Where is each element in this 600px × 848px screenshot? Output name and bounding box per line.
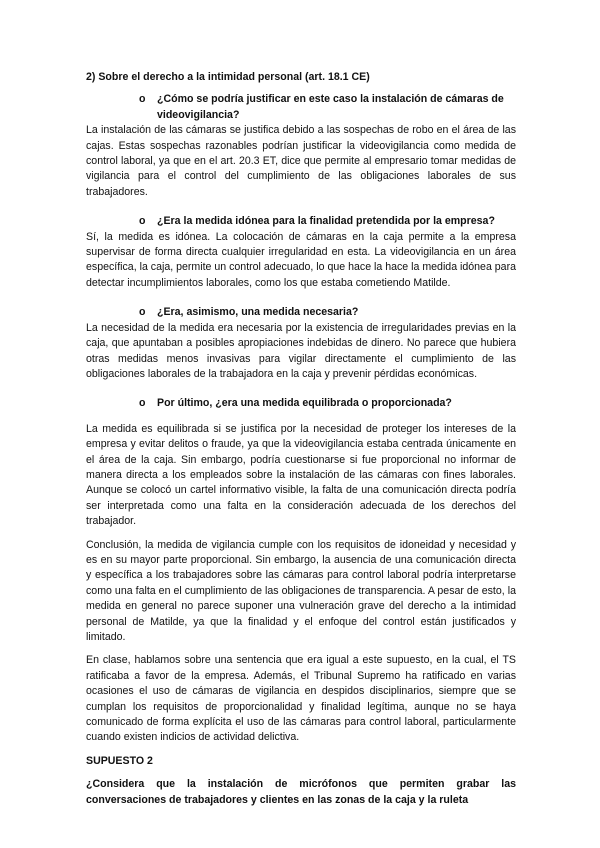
bullet-marker: o [139, 397, 146, 410]
bullet-marker: o [139, 215, 146, 228]
question-text: ¿Era la medida idónea para la finalidad pretendida por la empresa? [157, 215, 495, 228]
answer-idoneidad: Sí, la medida es idónea. La colocación de cámaras en la caja permite a la empresa supervisar de forma directa cualquier irregularidad en esta. La videovigilancia en un área específica, la caja, permite un control adecuado, lo que hace la hace la medida idónea para detectar incumplimientos laborales, como los que estaba cometiendo Matilde. [86, 230, 516, 289]
question-idoneidad [86, 214, 516, 229]
answer-proporcionalidad: La medida es equilibrada si se justifica por la necesidad de proteger los intereses de la empresa y evitar delitos o fraude, ya que la videovigilancia estaba centrada únicamente en el área de la caja. Sin embargo, podría cuestionarse si fue proporcional no informar de manera directa a los empleados sobre la instalación de las cámaras con fines laborales. Aunque se colocó un cartel informativo visible, la falta de una comunicación directa podría ser interpretada como una falta en la consideración adecuada de los derechos del trabajador. [86, 422, 516, 528]
answer-justification: La instalación de las cámaras se justifica debido a las sospechas de robo en el área de las cajas. Estas sospechas razonables podrían justificar la videovigilancia como medida de control laboral, ya que en el art. 20.3 ET, dice que permite al empresario tomar medidas de vigilancia para el control del cumplimiento de las obligaciones laborales de sus trabajadores. [86, 124, 516, 198]
bullet-marker: o [139, 306, 146, 319]
question-text: Por último, ¿era una medida equilibrada o proporcionada? [157, 397, 452, 410]
question-necesidad [86, 305, 516, 320]
answer-necesidad: La necesidad de la medida era necesaria por la existencia de irregularidades previas en la caja, que apuntaban a posibles apropiaciones indebidas de dinero. No parece que hubiera otras medidas menos invasivas para vigilar directamente el cumplimiento de las obligaciones laborales de la trabajadora en la caja y prevenir pérdidas económicas. [86, 321, 516, 380]
class-note-paragraph: En clase, hablamos sobre una sentencia que era igual a este supuesto, en la cual, el TS ratificaba a favor de la empresa. Además, el Tribunal Supremo ha ratificado en varias ocasiones el uso de cámaras de vigilancia en despidos disciplinarios, siempre que se cumplan los requisitos de proporcionalidad y finalidad legítima, aunque no se haya comunicado de forma explícita el uso de las cámaras para control laboral, particularmente cuando existen indicios de actividad delictiva. [86, 654, 516, 744]
bullet-marker: o [139, 93, 146, 106]
question-justification [86, 92, 516, 123]
conclusion-paragraph: Conclusión, la medida de vigilancia cumple con los requisitos de idoneidad y necesidad y es en su mayor parte proporcional. Sin embargo, la ausencia de una comunicación directa y específica a los trabajadores sobre las cámaras para control laboral podría interpretarse como una falta en el cumplimiento de las obligaciones de transparencia. A pesar de esto, la medida en general no parece suponer una vulneración grave del derecho a la intimidad personal de Matilde, ya que la finalidad y el enfoque del control están justificados y limitado. [86, 538, 516, 643]
section-heading: 2) Sobre el derecho a la intimidad personal (art. 18.1 CE) [86, 71, 370, 83]
supuesto-title: SUPUESTO 2 [86, 754, 153, 767]
question-text: ¿Cómo se podría justificar en este caso la instalación de cámaras de videovigilancia? [157, 93, 504, 121]
question-text: ¿Era, asimismo, una medida necesaria? [157, 306, 359, 319]
question-proporcionalidad [86, 396, 516, 411]
document-body [86, 70, 516, 808]
supuesto-question: ¿Considera que la instalación de micrófonos que permiten grabar las conversaciones de trabajadores y clientes en las zonas de la caja y la ruleta [86, 778, 516, 806]
